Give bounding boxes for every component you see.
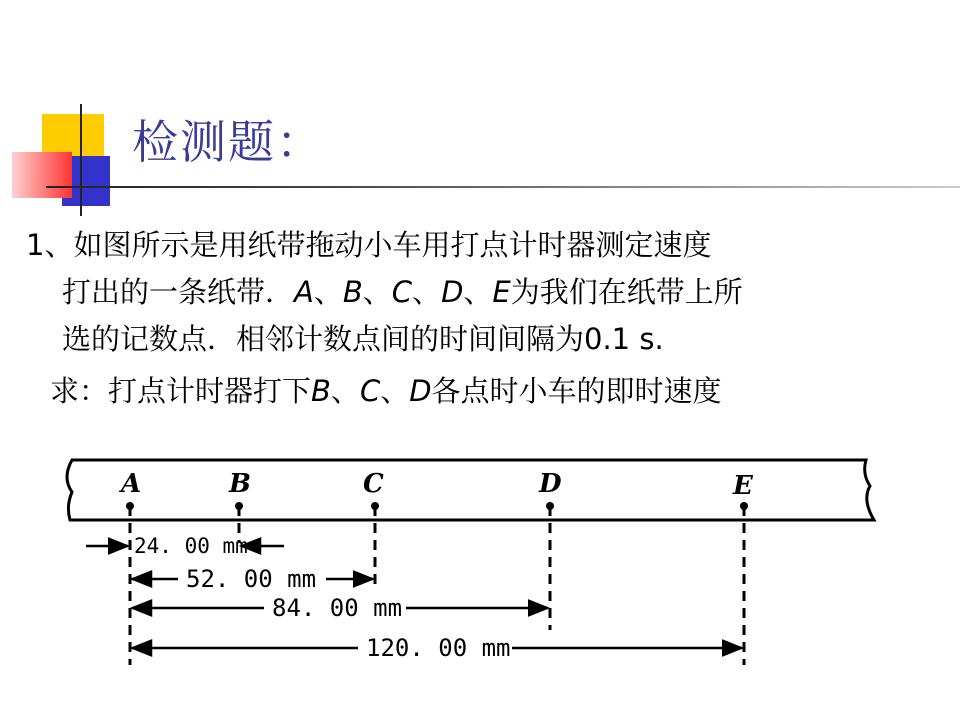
paper-tape-diagram <box>0 440 960 700</box>
question-ask: 求：打点计时器打下B、C、D各点时小车的即时速度 <box>50 374 722 408</box>
point-label-d: D <box>539 469 562 499</box>
measurement-ac: 52. 00 mm <box>186 565 317 593</box>
point-label-c: C <box>363 469 384 499</box>
page-title: 检测题： <box>132 115 324 169</box>
paper-tape <box>67 460 874 520</box>
point-label-b: B <box>229 469 251 499</box>
point-label-a: A <box>121 469 142 499</box>
question-line-3: 选的记数点．相邻计数点间的时间间隔为0.1 s. <box>62 322 664 356</box>
question-number: 1、 <box>26 228 74 262</box>
measurement-ab: 24. 00 mm <box>134 534 248 558</box>
measurement-ad: 84. 00 mm <box>272 594 403 622</box>
deco-red-square <box>12 152 72 198</box>
question-line-2: 打出的一条纸带．A、B、C、D、E为我们在纸带上所 <box>62 275 743 309</box>
question-line-1: 1、如图所示是用纸带拖动小车用打点计时器测定速度 <box>26 228 712 262</box>
title-underline <box>46 186 960 188</box>
measurement-ae: 120. 00 mm <box>366 634 511 662</box>
point-label-e: E <box>733 471 753 501</box>
question-text <box>26 222 936 363</box>
deco-vertical-line <box>80 104 82 216</box>
